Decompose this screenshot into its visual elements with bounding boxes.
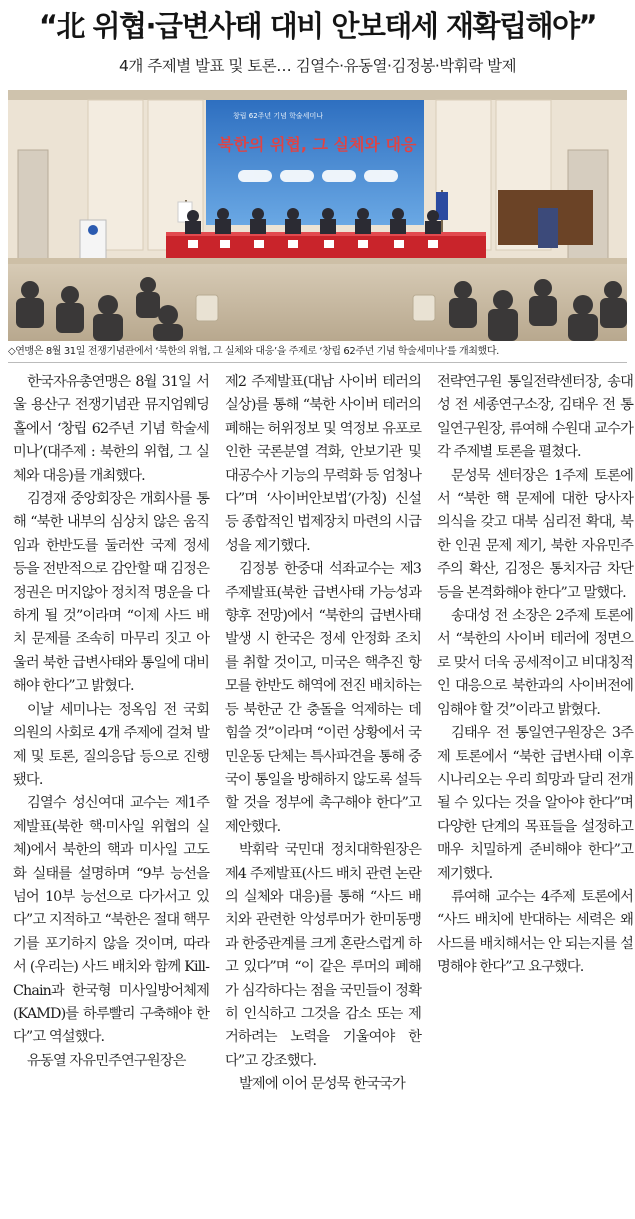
paragraph: 박휘락 국민대 정치대학원장은 제4 주제발표(사드 배치 관련 논란의 실체와 대응)를 통해 “사드 배치와 관련한 악성루머가 한미동맹과 한중관계를 크게 혼란스럽게 하고 있다”며 “이 같은 루머의 폐해가 심각하다는 점을 국민들이 정확히 인식하고 그것을 감소 또는 제거하려는 노력을 기울여야 한다”고 강조했다. (225, 842, 421, 1069)
banner-top-text: 창립 62주년 기념 학술세미나 (233, 112, 323, 120)
banner-main-text: 북한의 위협, 그 실체와 대응 (218, 135, 417, 154)
seminar-photo (8, 90, 627, 341)
paragraph: 이날 세미나는 정옥임 전 국회의원의 사회로 4개 주제에 걸쳐 발제 및 토론, 질의응답 등으로 진행됐다. (13, 701, 209, 788)
subheadline: 4개 주제별 발표 및 토론… 김열수·유동열·김정봉·박휘락 발제 (118, 57, 517, 75)
headline: “北 위협·급변사태 대비 안보태세 재확립해야” (38, 9, 597, 43)
article-column-1 (13, 371, 209, 1073)
paragraph: 김열수 성신여대 교수는 제1주제발표(북한 핵·미사일 위협의 실체)에서 북한의 핵과 미사일 고도화 실태를 설명하며 “9부 능선을 넘어 10부 능선으로 다가서고 있다”고 지적하고 “북한은 절대 핵무기를 포기하지 않을 것이며, 따라서 (우리는) 사드 배치와 함께 Kill-Chain과 한국형 미사일방어체제(KAMD)를 하루빨리 구축해야 한다”고 역설했다. (13, 795, 209, 1046)
paragraph: 한국자유총연맹은 8월 31일 서울 용산구 전쟁기념관 뮤지엄웨딩홀에서 ‘창립 62주년 기념 학술세미나’(대주제 : 북한의 위협, 그 실체와 대응)를 개최했다. (13, 374, 209, 484)
paragraph: 김정봉 한중대 석좌교수는 제3 주제발표(북한 급변사태 가능성과 향후 전망)에서 “북한의 급변사태 발생 시 한국은 정세 안정화 조치를 취할 것이고, 미국은 핵추진 항모를 한반도 해역에 전진 배치하는 등 북한군 간 충돌을 억제하는 데 힘쓸 것”이라며 “이런 상황에서 국민운동 단체는 특사파견을 통해 중국이 통일을 방해하지 않도록 설득할 것을 정부에 촉구해야 한다”고 제안했다. (225, 561, 421, 835)
paragraph: 제2 주제발표(대남 사이버 테러의 실상)를 통해 “북한 사이버 테러의 폐해는 허위정보 및 역정보 유포로 인한 국론분열 격화, 안보기관 및 대공수사 기능의 무력화 등 엄청나다”며 ‘사이버안보법’(가칭) 신설 등 종합적인 법제장치 마련의 시급성을 제기했다. (225, 374, 421, 554)
paragraph: 유동열 자유민주연구원장은 (27, 1052, 186, 1069)
paragraph: 송대성 전 소장은 2주제 토론에서 “북한의 사이버 테러에 정면으로 맞서 더욱 공세적이고 비대칭적인 대응으로 북한과의 사이버전에 임해야 할 것”이라고 밝혔다. (437, 608, 633, 718)
article-column-2 (225, 371, 421, 1097)
paragraph: 류여해 교수는 4주제 토론에서 “사드 배치에 반대하는 세력은 왜 사드를 배치해서는 안 되는지를 설명해야 한다”고 요구했다. (437, 888, 633, 976)
photo-caption: ◇연맹은 8월 31일 전쟁기념관에서 ‘북한의 위협, 그 실체와 대응’을 주제로 ‘창립 62주년 기념 학술세미나’를 개최했다. (8, 342, 627, 363)
paragraph: 김경재 중앙회장은 개회사를 통해 “북한 내부의 심상치 않은 움직임과 한반도를 둘러싼 국제 정세 등을 전반적으로 감안할 때 김정은 정권은 머지않아 정치적 명운을 다하게 될 것”이라며 “이제 사드 배치 문제를 조속히 마무리 짓고 아울러 북한 급변사태와 통일에 대비해야 한다”고 밝혔다. (13, 491, 209, 695)
paragraph: 김태우 전 통일연구원장은 3주제 토론에서 “북한 급변사태 이후 시나리오는 우리 희망과 달리 전개될 수 있다는 것을 알아야 한다”며 다양한 단계의 목표들을 설정하고 매우 치밀하게 준비해야 한다”고 제기했다. (437, 725, 633, 882)
paragraph: 전략연구원 통일전략센터장, 송대성 전 세종연구소장, 김태우 전 통일연구원장, 류여해 수원대 교수가 각 주제별 토론을 펼쳤다. (437, 374, 633, 461)
paragraph: 문성묵 센터장은 1주제 토론에서 “북한 핵 문제에 대한 당사자 의식을 갖고 대북 심리전 확대, 북한 인권 문제 제기, 북한 자유민주주의 확산, 김정은 통치자금 차단 등을 본격화해야 한다”고 말했다. (437, 467, 633, 601)
article-column-3 (437, 371, 633, 980)
paragraph: 발제에 이어 문성묵 한국국가 (239, 1076, 405, 1093)
